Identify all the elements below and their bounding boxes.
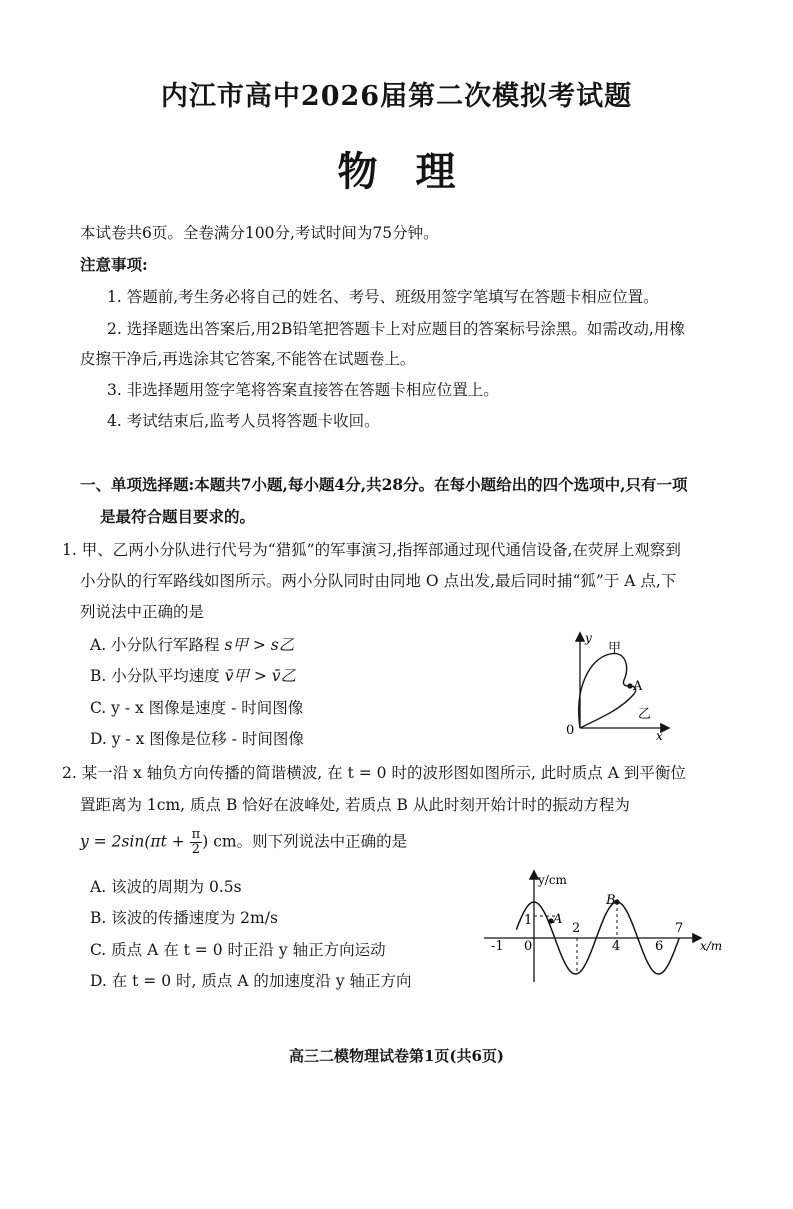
origin-label: 0: [566, 723, 575, 738]
notice-item: 4. 考试结束后,监考人员将答题卡收回。: [107, 412, 380, 430]
path-yi: [580, 686, 636, 728]
q2-wave-figure: [478, 866, 728, 986]
q2-option-d: D. 在 t = 0 时, 质点 A 的加速度沿 y 轴正方向: [90, 972, 412, 990]
y-axis-label: y: [585, 631, 592, 645]
q1-option-a-math: s甲 > s乙: [224, 636, 295, 654]
question-1-stem: 1. 甲、乙两小分队进行代号为“猎狐”的军事演习,指挥部通过现代通信设备,在荧屏上观察到: [62, 541, 681, 559]
notice-item: 2. 选择题选出答案后,用2B铅笔把答题卡上对应题目的答案标号涂黑。如需改动,用橡: [107, 320, 685, 338]
question-2-stem: 2. 某一沿 x 轴负方向传播的简谐横波, 在 t = 0 时的波形图如图所示, 此时质点 A 到平衡位: [62, 764, 686, 782]
notice-item: 3. 非选择题用签字笔将答案直接答在答题卡相应位置上。: [107, 381, 499, 399]
question-2-stem: 置距离为 1cm, 质点 B 恰好在波峰处, 若质点 B 从此时刻开始计时的振动方程为: [80, 796, 630, 814]
page-footer: 高三二模物理试卷第1页(共6页): [288, 1047, 505, 1065]
notice-item: 1. 答题前,考生务必将自己的姓名、考号、班级用签字笔填写在答题卡相应位置。: [107, 288, 659, 306]
q1-option-d: D. y - x 图像是位移 - 时间图像: [90, 730, 304, 748]
label-yi: 乙: [638, 707, 652, 722]
x-tick: -1: [491, 939, 504, 954]
q1-option-a: A. 小分队行军路程 s甲 > s乙: [90, 636, 295, 654]
q2-option-a: A. 该波的周期为 0.5s: [90, 878, 242, 896]
section-heading: 一、单项选择题:本题共7小题,每小题4分,共28分。在每小题给出的四个选项中,只有一项: [80, 475, 688, 494]
q1-option-b: B. 小分队平均速度 v̄甲 > v̄乙: [90, 667, 297, 685]
x-tick: 4: [612, 939, 621, 954]
label-jia: 甲: [608, 641, 622, 656]
q2-option-c: C. 质点 A 在 t = 0 时正沿 y 轴正方向运动: [90, 941, 386, 959]
notice-heading: 注意事项:: [80, 255, 148, 274]
exam-title: 内江市高中2026届第二次模拟考试题: [160, 81, 633, 112]
x-tick: 2: [572, 921, 581, 936]
y-tick-1: 1: [524, 913, 533, 928]
x-tick: 6: [655, 939, 664, 954]
fraction-pi-over-2: $\frac{\pi}{2}$: [191, 827, 201, 857]
point-a: [627, 683, 632, 688]
q2-option-b: B. 该波的传播速度为 2m/s: [90, 909, 278, 927]
section-heading-continued: 是最符合题目要求的。: [100, 507, 256, 526]
question-1-stem: 小分队的行军路线如图所示。两小分队同时由同地 O 点出发,最后同时捕“狐”于 A 点,下: [80, 572, 677, 590]
label-a: A: [553, 912, 563, 927]
x-tick: 0: [524, 939, 533, 954]
label-b: B: [606, 893, 616, 908]
x-axis-label: x: [656, 729, 663, 740]
q1-option-c: C. y - x 图像是速度 - 时间图像: [90, 699, 304, 717]
path-jia: [579, 653, 630, 728]
x-axis-label: x/m: [700, 939, 723, 953]
question-2-equation: y = 2sin(πt + $\frac{\pi}{2}$ ) cm。则下列说法中正确的是: [80, 827, 408, 857]
q1-trajectory-figure: [560, 628, 680, 740]
label-a: A: [633, 679, 643, 694]
question-1-stem: 列说法中正确的是: [80, 603, 205, 621]
y-axis-label: y/cm: [538, 873, 567, 887]
q1-option-b-math: v̄甲 > v̄乙: [224, 667, 297, 685]
notice-item-continued: 皮擦干净后,再选涂其它答案,不能答在试题卷上。: [80, 350, 416, 368]
exam-info: 本试卷共6页。全卷满分100分,考试时间为75分钟。: [80, 224, 439, 242]
x-tick: 7: [675, 921, 684, 936]
subject-title: 物理: [337, 148, 494, 195]
